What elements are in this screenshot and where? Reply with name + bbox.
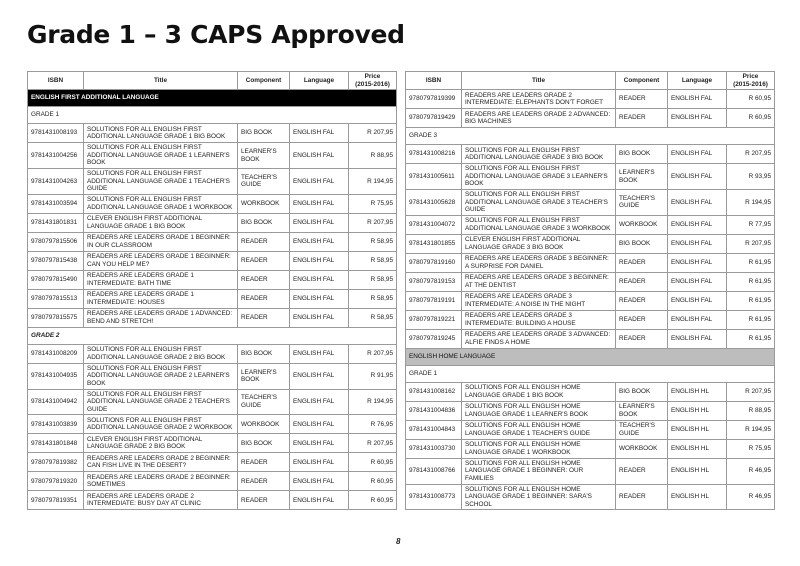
component-cell: WORKBOOK: [616, 215, 668, 234]
column-header-title: Title: [462, 72, 616, 90]
price-cell: R 60,95: [727, 109, 775, 128]
component-cell: READER: [238, 472, 290, 491]
table-row: [28, 289, 397, 308]
title-cell: SOLUTIONS FOR ALL ENGLISH FIRST ADDITIONAL LANGUAGE GRADE 1 WORKBOOK: [84, 194, 238, 213]
price-cell: R 60,95: [349, 453, 397, 472]
title-cell: SOLUTIONS FOR ALL ENGLISH HOME LANGUAGE GRADE 1 TEACHER'S GUIDE: [462, 420, 616, 439]
language-cell: ENGLISH FAL: [290, 124, 349, 143]
isbn-cell: 9780797815575: [28, 308, 84, 327]
column-header-price: [349, 72, 397, 90]
isbn-cell: 9781431005628: [406, 189, 462, 215]
title-cell: SOLUTIONS FOR ALL ENGLISH FIRST ADDITIONAL LANGUAGE GRADE 1 BIG BOOK: [84, 124, 238, 143]
isbn-cell: 9781431008773: [406, 484, 462, 510]
table-row: [28, 308, 397, 327]
title-cell: SOLUTIONS FOR ALL ENGLISH FIRST ADDITIONAL LANGUAGE GRADE 3 TEACHER'S GUIDE: [462, 189, 616, 215]
title-cell: READERS ARE LEADERS GRADE 2 ADVANCED: BIG MACHINES: [462, 109, 616, 128]
title-cell: READERS ARE LEADERS GRADE 1 INTERMEDIATE: HOUSES: [84, 289, 238, 308]
price-cell: R 61,95: [727, 253, 775, 272]
title-cell: CLEVER ENGLISH FIRST ADDITIONAL LANGUAGE GRADE 1 BIG BOOK: [84, 213, 238, 232]
component-cell: LEARNER'S BOOK: [616, 164, 668, 190]
table-row: [406, 420, 775, 439]
language-cell: ENGLISH HL: [668, 401, 727, 420]
table-row: [28, 124, 397, 143]
component-cell: TEACHER'S GUIDE: [238, 389, 290, 415]
title-cell: SOLUTIONS FOR ALL ENGLISH FIRST ADDITIONAL LANGUAGE GRADE 3 BIG BOOK: [462, 145, 616, 164]
isbn-cell: 9780797819320: [28, 472, 84, 491]
isbn-cell: 9780797819191: [406, 291, 462, 310]
title-cell: READERS ARE LEADERS GRADE 1 BEGINNER: CAN YOU HELP ME?: [84, 251, 238, 270]
column-header-component: Component: [238, 72, 290, 90]
price-cell: R 46,95: [727, 484, 775, 510]
language-cell: ENGLISH FAL: [290, 270, 349, 289]
isbn-cell: 9781431004256: [28, 143, 84, 169]
isbn-cell: 9781431801855: [406, 234, 462, 253]
component-cell: READER: [616, 310, 668, 329]
table-row: [406, 439, 775, 458]
column-header-price: [727, 72, 775, 90]
price-cell: R 60,95: [349, 472, 397, 491]
price-cell: R 75,95: [349, 194, 397, 213]
table-row: [28, 363, 397, 389]
column-header-language: Language: [290, 72, 349, 90]
grade-row: [28, 327, 397, 344]
section-row: [28, 90, 397, 107]
table-row: [28, 213, 397, 232]
component-cell: WORKBOOK: [238, 415, 290, 434]
component-cell: READER: [616, 253, 668, 272]
title-cell: SOLUTIONS FOR ALL ENGLISH HOME LANGUAGE GRADE 1 WORKBOOK: [462, 439, 616, 458]
language-cell: ENGLISH FAL: [290, 491, 349, 510]
table-row: [28, 472, 397, 491]
language-cell: ENGLISH FAL: [290, 389, 349, 415]
isbn-cell: 9780797819160: [406, 253, 462, 272]
isbn-cell: 9781431003730: [406, 439, 462, 458]
price-cell: R 58,95: [349, 289, 397, 308]
title-cell: READERS ARE LEADERS GRADE 3 BEGINNER: A SURPRISE FOR DANIEL: [462, 253, 616, 272]
catalog-table-left: [27, 71, 397, 510]
column-header-isbn: ISBN: [28, 72, 84, 90]
isbn-cell: 9780797819351: [28, 491, 84, 510]
price-cell: R 207,95: [349, 124, 397, 143]
title-cell: SOLUTIONS FOR ALL ENGLISH HOME LANGUAGE GRADE 1 LEARNER'S BOOK: [462, 401, 616, 420]
isbn-cell: 9781431008162: [406, 382, 462, 401]
component-cell: BIG BOOK: [616, 382, 668, 401]
language-cell: ENGLISH FAL: [290, 143, 349, 169]
section-row: [406, 348, 775, 365]
grade-row: [406, 128, 775, 145]
price-cell: R 207,95: [349, 434, 397, 453]
component-cell: READER: [238, 289, 290, 308]
column-header-title: Title: [84, 72, 238, 90]
isbn-cell: 9780797819429: [406, 109, 462, 128]
price-label: Price: [742, 73, 759, 80]
price-cell: R 61,95: [727, 272, 775, 291]
isbn-cell: 9781431003594: [28, 194, 84, 213]
language-cell: ENGLISH FAL: [290, 194, 349, 213]
price-cell: R 207,95: [727, 382, 775, 401]
language-cell: ENGLISH FAL: [290, 472, 349, 491]
language-cell: ENGLISH FAL: [290, 415, 349, 434]
table-row: [406, 272, 775, 291]
table-row: [28, 389, 397, 415]
section-heading: ENGLISH FIRST ADDITIONAL LANGUAGE: [28, 90, 397, 107]
price-cell: R 88,95: [727, 401, 775, 420]
title-cell: SOLUTIONS FOR ALL ENGLISH HOME LANGUAGE GRADE 1 BEGINNER: SARA'S SCHOOL: [462, 484, 616, 510]
language-cell: ENGLISH FAL: [668, 215, 727, 234]
component-cell: READER: [238, 270, 290, 289]
component-cell: READER: [616, 272, 668, 291]
title-cell: CLEVER ENGLISH FIRST ADDITIONAL LANGUAGE GRADE 3 BIG BOOK: [462, 234, 616, 253]
isbn-cell: 9780797815513: [28, 289, 84, 308]
page-title: Grade 1 – 3 CAPS Approved: [27, 20, 405, 49]
component-cell: READER: [238, 491, 290, 510]
title-cell: SOLUTIONS FOR ALL ENGLISH FIRST ADDITIONAL LANGUAGE GRADE 1 TEACHER'S GUIDE: [84, 168, 238, 194]
table-row: [406, 90, 775, 109]
price-label: Price: [364, 73, 381, 80]
table-row: [406, 253, 775, 272]
isbn-cell: 9781431801848: [28, 434, 84, 453]
table-row: [28, 453, 397, 472]
component-cell: LEARNER'S BOOK: [238, 143, 290, 169]
table-row: [28, 491, 397, 510]
component-cell: BIG BOOK: [616, 234, 668, 253]
isbn-cell: 9780797815506: [28, 232, 84, 251]
component-cell: TEACHER'S GUIDE: [616, 189, 668, 215]
component-cell: WORKBOOK: [238, 194, 290, 213]
language-cell: ENGLISH FAL: [668, 291, 727, 310]
isbn-cell: 9781431008216: [406, 145, 462, 164]
table-row: [406, 458, 775, 484]
table-row: [28, 270, 397, 289]
language-cell: ENGLISH FAL: [668, 234, 727, 253]
language-cell: ENGLISH HL: [668, 458, 727, 484]
isbn-cell: 9780797819399: [406, 90, 462, 109]
table-row: [406, 215, 775, 234]
price-period: (2015-2016): [733, 80, 768, 88]
language-cell: ENGLISH FAL: [290, 434, 349, 453]
column-header-language: Language: [668, 72, 727, 90]
isbn-cell: 9780797819221: [406, 310, 462, 329]
table-row: [406, 145, 775, 164]
title-cell: SOLUTIONS FOR ALL ENGLISH FIRST ADDITIONAL LANGUAGE GRADE 3 WORKBOOK: [462, 215, 616, 234]
component-cell: READER: [616, 291, 668, 310]
table-row: [28, 168, 397, 194]
isbn-cell: 9781431004843: [406, 420, 462, 439]
table-row: [28, 434, 397, 453]
price-cell: R 60,95: [727, 90, 775, 109]
title-cell: SOLUTIONS FOR ALL ENGLISH FIRST ADDITIONAL LANGUAGE GRADE 2 WORKBOOK: [84, 415, 238, 434]
table-row: [28, 232, 397, 251]
isbn-cell: 9780797819382: [28, 453, 84, 472]
isbn-cell: 9781431004836: [406, 401, 462, 420]
column-header-component: Component: [616, 72, 668, 90]
grade-row: [406, 365, 775, 382]
component-cell: READER: [616, 109, 668, 128]
isbn-cell: 9781431004942: [28, 389, 84, 415]
table-row: [28, 344, 397, 363]
component-cell: READER: [238, 308, 290, 327]
price-cell: R 75,95: [727, 439, 775, 458]
title-cell: READERS ARE LEADERS GRADE 1 ADVANCED: BEND AND STRETCH!: [84, 308, 238, 327]
table-row: [28, 194, 397, 213]
isbn-cell: 9780797815490: [28, 270, 84, 289]
language-cell: ENGLISH FAL: [290, 232, 349, 251]
price-cell: R 194,95: [727, 420, 775, 439]
price-cell: R 207,95: [727, 145, 775, 164]
title-cell: SOLUTIONS FOR ALL ENGLISH FIRST ADDITIONAL LANGUAGE GRADE 3 LEARNER'S BOOK: [462, 164, 616, 190]
title-cell: READERS ARE LEADERS GRADE 2 INTERMEDIATE: ELEPHANTS DON'T FORGET: [462, 90, 616, 109]
language-cell: ENGLISH HL: [668, 484, 727, 510]
table-row: [28, 143, 397, 169]
grade-heading: GRADE 1: [406, 365, 775, 382]
title-cell: READERS ARE LEADERS GRADE 1 BEGINNER: IN OUR CLASSROOM: [84, 232, 238, 251]
table-row: [406, 484, 775, 510]
isbn-cell: 9780797815438: [28, 251, 84, 270]
component-cell: LEARNER'S BOOK: [238, 363, 290, 389]
title-cell: READERS ARE LEADERS GRADE 2 INTERMEDIATE: BUSY DAY AT CLINIC: [84, 491, 238, 510]
language-cell: ENGLISH HL: [668, 439, 727, 458]
language-cell: ENGLISH FAL: [668, 164, 727, 190]
price-cell: R 58,95: [349, 251, 397, 270]
title-cell: SOLUTIONS FOR ALL ENGLISH FIRST ADDITIONAL LANGUAGE GRADE 1 LEARNER'S BOOK: [84, 143, 238, 169]
grade-row: [28, 107, 397, 124]
catalog-table-right: [405, 71, 775, 510]
title-cell: READERS ARE LEADERS GRADE 3 BEGINNER: AT THE DENTIST: [462, 272, 616, 291]
language-cell: ENGLISH HL: [668, 420, 727, 439]
title-cell: READERS ARE LEADERS GRADE 3 ADVANCED: ALFIE FINDS A HOME: [462, 329, 616, 348]
price-cell: R 61,95: [727, 291, 775, 310]
isbn-cell: 9780797819245: [406, 329, 462, 348]
page-number: 8: [396, 537, 401, 546]
language-cell: ENGLISH FAL: [668, 310, 727, 329]
isbn-cell: 9781431005611: [406, 164, 462, 190]
price-cell: R 61,95: [727, 329, 775, 348]
price-cell: R 93,95: [727, 164, 775, 190]
language-cell: ENGLISH FAL: [290, 168, 349, 194]
language-cell: ENGLISH FAL: [290, 213, 349, 232]
price-cell: R 76,95: [349, 415, 397, 434]
title-cell: SOLUTIONS FOR ALL ENGLISH HOME LANGUAGE GRADE 1 BIG BOOK: [462, 382, 616, 401]
price-cell: R 46,95: [727, 458, 775, 484]
isbn-cell: 9781431008209: [28, 344, 84, 363]
language-cell: ENGLISH FAL: [290, 363, 349, 389]
language-cell: ENGLISH HL: [668, 382, 727, 401]
isbn-cell: 9781431008766: [406, 458, 462, 484]
component-cell: TEACHER'S GUIDE: [238, 168, 290, 194]
language-cell: ENGLISH FAL: [290, 453, 349, 472]
isbn-cell: 9781431004935: [28, 363, 84, 389]
language-cell: ENGLISH FAL: [290, 251, 349, 270]
table-row: [406, 189, 775, 215]
grade-heading: GRADE 3: [406, 128, 775, 145]
language-cell: ENGLISH FAL: [668, 90, 727, 109]
title-cell: READERS ARE LEADERS GRADE 3 INTERMEDIATE: BUILDING A HOUSE: [462, 310, 616, 329]
title-cell: CLEVER ENGLISH FIRST ADDITIONAL LANGUAGE GRADE 2 BIG BOOK: [84, 434, 238, 453]
table-row: [406, 329, 775, 348]
table-row: [406, 310, 775, 329]
table-row: [28, 415, 397, 434]
table-header: [28, 72, 397, 90]
price-cell: R 60,95: [349, 491, 397, 510]
language-cell: ENGLISH FAL: [668, 109, 727, 128]
title-cell: SOLUTIONS FOR ALL ENGLISH FIRST ADDITIONAL LANGUAGE GRADE 2 LEARNER'S BOOK: [84, 363, 238, 389]
title-cell: READERS ARE LEADERS GRADE 1 INTERMEDIATE: BATH TIME: [84, 270, 238, 289]
isbn-cell: 9781431004072: [406, 215, 462, 234]
table-row: [28, 251, 397, 270]
price-cell: R 77,95: [727, 215, 775, 234]
title-cell: SOLUTIONS FOR ALL ENGLISH FIRST ADDITIONAL LANGUAGE GRADE 2 TEACHER'S GUIDE: [84, 389, 238, 415]
table-row: [406, 291, 775, 310]
component-cell: BIG BOOK: [238, 124, 290, 143]
grade-heading: GRADE 1: [28, 107, 397, 124]
price-cell: R 207,95: [349, 213, 397, 232]
isbn-cell: 9781431008193: [28, 124, 84, 143]
component-cell: READER: [616, 329, 668, 348]
language-cell: ENGLISH FAL: [668, 253, 727, 272]
grade-heading: GRADE 2: [28, 327, 397, 344]
title-cell: READERS ARE LEADERS GRADE 2 BEGINNER: SOMETIMES: [84, 472, 238, 491]
component-cell: READER: [238, 251, 290, 270]
title-cell: SOLUTIONS FOR ALL ENGLISH HOME LANGUAGE GRADE 1 BEGINNER: OUR FAMILIES: [462, 458, 616, 484]
component-cell: BIG BOOK: [616, 145, 668, 164]
price-cell: R 88,95: [349, 143, 397, 169]
language-cell: ENGLISH FAL: [668, 272, 727, 291]
component-cell: READER: [616, 484, 668, 510]
price-cell: R 58,95: [349, 270, 397, 289]
component-cell: LEARNER'S BOOK: [616, 401, 668, 420]
table-row: [406, 164, 775, 190]
table-row: [406, 382, 775, 401]
title-cell: READERS ARE LEADERS GRADE 3 INTERMEDIATE: A NOISE IN THE NIGHT: [462, 291, 616, 310]
component-cell: READER: [238, 453, 290, 472]
price-cell: R 58,95: [349, 232, 397, 251]
component-cell: READER: [616, 458, 668, 484]
isbn-cell: 9781431003839: [28, 415, 84, 434]
price-cell: R 61,95: [727, 310, 775, 329]
table-header: [406, 72, 775, 90]
language-cell: ENGLISH FAL: [668, 329, 727, 348]
price-cell: R 194,95: [349, 389, 397, 415]
language-cell: ENGLISH FAL: [290, 308, 349, 327]
table-row: [406, 234, 775, 253]
component-cell: BIG BOOK: [238, 344, 290, 363]
language-cell: ENGLISH FAL: [290, 289, 349, 308]
price-cell: R 207,95: [349, 344, 397, 363]
isbn-cell: 9780797819153: [406, 272, 462, 291]
component-cell: BIG BOOK: [238, 213, 290, 232]
language-cell: ENGLISH FAL: [668, 145, 727, 164]
table-row: [406, 109, 775, 128]
component-cell: READER: [238, 232, 290, 251]
price-cell: R 58,95: [349, 308, 397, 327]
language-cell: ENGLISH FAL: [290, 344, 349, 363]
component-cell: TEACHER'S GUIDE: [616, 420, 668, 439]
component-cell: WORKBOOK: [616, 439, 668, 458]
price-cell: R 194,95: [349, 168, 397, 194]
title-cell: READERS ARE LEADERS GRADE 2 BEGINNER: CAN FISH LIVE IN THE DESERT?: [84, 453, 238, 472]
isbn-cell: 9781431801831: [28, 213, 84, 232]
price-cell: R 207,95: [727, 234, 775, 253]
title-cell: SOLUTIONS FOR ALL ENGLISH FIRST ADDITIONAL LANGUAGE GRADE 2 BIG BOOK: [84, 344, 238, 363]
section-heading: ENGLISH HOME LANGUAGE: [406, 348, 775, 365]
price-cell: R 194,95: [727, 189, 775, 215]
isbn-cell: 9781431004263: [28, 168, 84, 194]
price-period: (2015-2016): [355, 80, 390, 88]
component-cell: READER: [616, 90, 668, 109]
component-cell: BIG BOOK: [238, 434, 290, 453]
language-cell: ENGLISH FAL: [668, 189, 727, 215]
price-cell: R 91,95: [349, 363, 397, 389]
table-row: [406, 401, 775, 420]
column-header-isbn: ISBN: [406, 72, 462, 90]
